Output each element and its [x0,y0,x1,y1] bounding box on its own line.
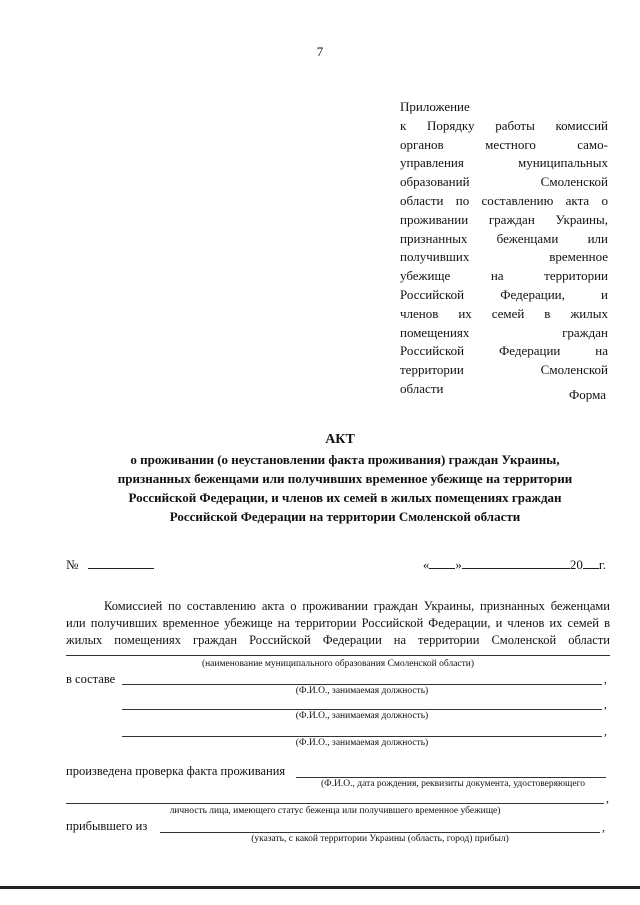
person-caption-1: (Ф.И.О., дата рождения, реквизиты документа, удостоверяющего [321,779,585,789]
annex-line: убежище на территории [400,268,608,284]
subtitle-line: Российской Федерации на территории Смоленской области [169,509,521,524]
comma: , [604,672,607,686]
body-paragraph [66,598,610,649]
comma: , [606,791,609,805]
check-performed-label: произведена проверка факта проживания [66,764,286,778]
annex-line: органов местного само- [400,136,608,152]
date-day-field[interactable] [429,556,455,569]
annex-line: получивших временное [400,249,608,265]
annex-line: Российской Федерации на [400,343,608,359]
arrival-field[interactable] [160,832,600,833]
person-caption-2: личность лица, имеющего статус беженца или получившего временное убежище) [169,806,501,816]
annex-line: членов их семей в жилых [400,305,608,321]
comma: , [604,697,607,711]
comma: , [602,820,605,834]
composition-label: в составе [66,672,116,686]
member-3-caption: (Ф.И.О., занимаемая должность) [295,738,429,748]
number-label: № [66,557,79,572]
document-subtitle [70,450,620,526]
annex-line: области по составлению акта о [400,192,608,208]
arrival-caption: (указать, с какой территории Украины (область, город) прибыл) [251,834,509,844]
page-number: 7 [316,44,324,59]
date-open-quote: « [422,557,430,572]
person-field-2[interactable] [66,803,604,804]
annex-line: образований Смоленской [400,174,608,190]
annex-line: Российской Федерации, и [400,286,608,302]
member-3-field[interactable] [122,736,602,737]
annex-line: области [400,380,444,396]
annex-line: территории Смоленской [400,362,608,378]
member-1-caption: (Ф.И.О., занимаемая должность) [295,686,429,696]
date-month-field[interactable] [462,556,570,569]
annex-line: проживании граждан Украины, [400,211,608,227]
date-year-prefix: 20 [569,557,583,572]
form-label: Форма [569,387,606,402]
bottom-border [0,886,640,889]
annex-line: признанных беженцами или [400,230,608,246]
date-close-quote: » [455,557,462,572]
date-year-field[interactable] [583,556,599,569]
subtitle-line: признанных беженцами или получивших временное убежище на территории [117,471,573,486]
person-field-1[interactable] [296,777,606,778]
municipality-field[interactable] [66,655,610,656]
body-line: Комиссией по составлению акта о проживании граждан Украины, признанных беженцами [104,599,610,613]
date-year-suffix: г. [598,557,606,572]
member-2-caption: (Ф.И.О., занимаемая должность) [295,711,429,721]
arrived-from-label: прибывшего из [66,819,148,833]
annex-block [400,98,608,399]
member-2-field[interactable] [122,709,602,710]
member-1-field[interactable] [122,684,602,685]
municipality-caption: (наименование муниципального образования Смоленской области) [201,659,475,669]
document-title: АКТ [325,432,355,447]
subtitle-line: Российской Федерации, и членов их семей в жилых помещениях граждан [128,490,562,505]
act-number-row [66,556,154,573]
annex-line: Приложение [400,99,470,114]
annex-line: помещениях граждан [400,324,608,340]
act-date-row [423,556,606,573]
subtitle-line: о проживании (о неустановлении факта проживания) граждан Украины, [130,452,560,467]
comma: , [604,724,607,738]
annex-line: к Порядку работы комиссий [400,117,608,133]
body-line: или получивших временное убежище на территории Российской Федерации, и членов их семей в [66,616,610,630]
annex-line: управления муниципальных [400,155,608,171]
act-number-field[interactable] [88,556,154,569]
body-line: жилых помещениях граждан Российской Федерации на территории Смоленской области [66,633,610,647]
